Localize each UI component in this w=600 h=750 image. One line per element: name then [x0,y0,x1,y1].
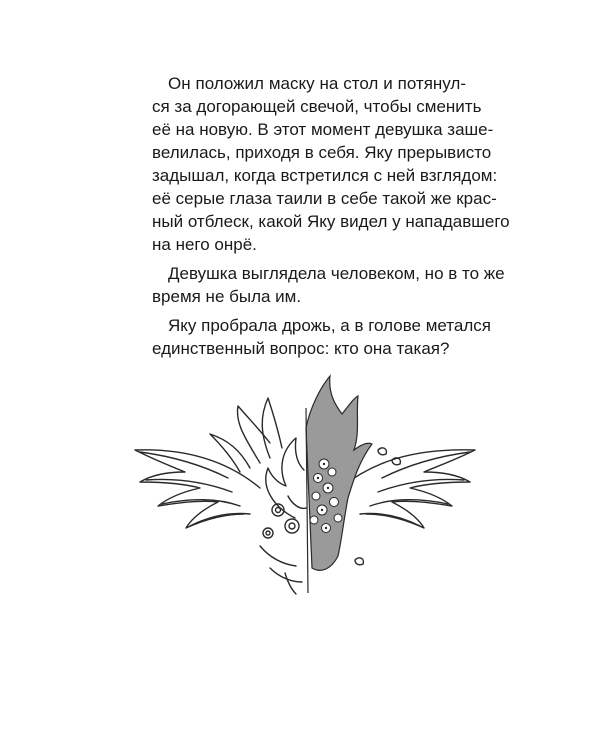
text-line: Он положил маску на стол и потянул- [168,74,466,93]
paragraph-1 [136,72,510,256]
winged-flame-emblem-icon [110,368,500,598]
text-line: Яку пробрала дрожь, а в голове метался [168,316,491,335]
text-line: Девушка выглядела человеком, но в то же [168,264,505,283]
paragraph-2 [136,262,505,308]
text-line: велилась, приходя в себя. Яку прерывисто [152,143,492,162]
text-line: единственный вопрос: кто она такая? [152,339,450,358]
text-line: задышал, когда встретился с ней взглядом: [152,166,498,185]
text-line: время не была им. [152,287,302,306]
text-line: на него онрё. [152,235,257,254]
text-line: ный отблеск, какой Яку видел у нападавшего [152,212,510,231]
paragraph-3 [136,314,491,360]
text-line: ся за догорающей свечой, чтобы сменить [152,97,482,116]
text-line: её на новую. В этот момент девушка заше- [152,120,494,139]
text-line: её серые глаза таили в себе такой же крас- [152,189,497,208]
body-text [136,72,510,360]
